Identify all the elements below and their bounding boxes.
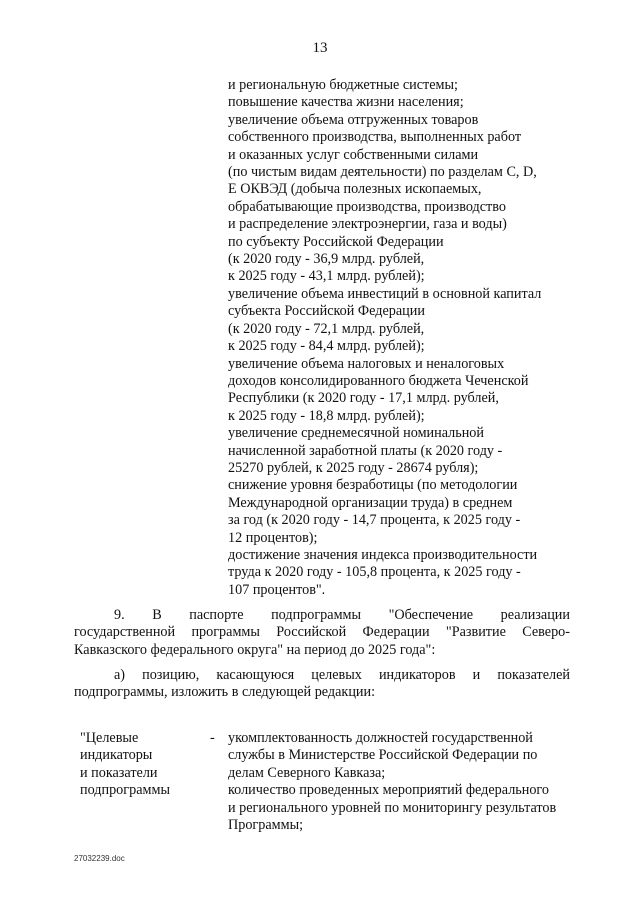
indicators-continuation: [228, 77, 578, 599]
text-line: к 2025 году - 84,4 млрд. рублей);: [228, 338, 425, 355]
text-line: достижение значения индекса производительности: [228, 546, 538, 563]
page-number: 13: [312, 40, 328, 56]
table-value-line: службы в Министерстве Российской Федерации по: [228, 747, 538, 764]
text-line: снижение уровня безработицы (по методологии: [228, 477, 518, 494]
text-line: 107 процентов".: [228, 581, 326, 598]
paragraph-a: [74, 667, 570, 702]
text-line: обрабатывающие производства, производство: [228, 198, 506, 215]
text-line: (к 2020 году - 36,9 млрд. рублей,: [228, 251, 425, 268]
text-line: по субъекту Российской Федерации: [228, 233, 444, 250]
table-value-line: количество проведенных мероприятий федерального: [228, 782, 549, 799]
text-line: увеличение среднемесячной номинальной: [228, 425, 484, 442]
table-label-cell: [80, 730, 200, 800]
text-line: и региональную бюджетные системы;: [228, 77, 458, 93]
text-line: собственного производства, выполненных работ: [228, 129, 522, 146]
text-line: государственной программы Российской Федерации "Развитие Северо-: [74, 624, 570, 641]
text-line: увеличение объема налоговых и неналоговых: [228, 355, 505, 372]
text-line: (по чистым видам деятельности) по разделам C, D,: [228, 164, 537, 181]
text-line: 12 процентов);: [228, 529, 318, 546]
text-line: повышение качества жизни населения;: [228, 94, 464, 111]
text-line: E ОКВЭД (добыча полезных ископаемых,: [228, 181, 482, 198]
text-line: Кавказского федерального округа" на период до 2025 года":: [74, 641, 436, 658]
text-line: а) позицию, касающуюся целевых индикаторов и показателей: [114, 667, 570, 683]
text-line: увеличение объема инвестиций в основной капитал: [228, 285, 542, 302]
table-label-line: "Целевые: [80, 730, 139, 746]
text-line: к 2025 году - 43,1 млрд. рублей);: [228, 268, 425, 285]
text-line: и оказанных услуг собственными силами: [228, 146, 479, 163]
text-line: к 2025 году - 18,8 млрд. рублей);: [228, 407, 425, 424]
text-line: подпрограммы, изложить в следующей редакции:: [74, 684, 376, 701]
table-label-line: и показатели: [80, 764, 158, 781]
text-line: (к 2020 году - 72,1 млрд. рублей,: [228, 320, 425, 337]
table-value-line: делам Северного Кавказа;: [228, 764, 386, 781]
text-line: и распределение электроэнергии, газа и воды): [228, 216, 507, 233]
text-line: за год (к 2020 году - 14,7 процента, к 2025 году -: [228, 512, 521, 529]
text-line: 9. В паспорте подпрограммы "Обеспечение реализации: [114, 607, 570, 623]
paragraph-9: [74, 607, 570, 659]
text-line: доходов консолидированного бюджета Чеченской: [228, 372, 529, 389]
table-dash: -: [210, 730, 215, 746]
table-label-line: подпрограммы: [80, 782, 170, 799]
text-line: труда к 2020 году - 105,8 процента, к 2025 году -: [228, 564, 521, 581]
text-line: Международной организации труда) в среднем: [228, 494, 513, 511]
table-value-line: укомплектованность должностей государственной: [228, 730, 533, 746]
text-line: субъекта Российской Федерации: [228, 303, 425, 320]
footer-file-code: 27032239.doc: [74, 854, 125, 863]
table-value-line: Программы;: [228, 817, 304, 834]
table-label-line: индикаторы: [80, 747, 153, 764]
text-line: начисленной заработной платы (к 2020 году -: [228, 442, 503, 459]
table-value-cell: [228, 730, 580, 834]
text-line: увеличение объема отгруженных товаров: [228, 111, 479, 128]
table-value-line: и регионального уровней по мониторингу результатов: [228, 799, 557, 816]
text-line: Республики (к 2020 году - 17,1 млрд. рублей,: [228, 390, 499, 407]
text-line: 25270 рублей, к 2025 году - 28674 рубля);: [228, 459, 479, 476]
